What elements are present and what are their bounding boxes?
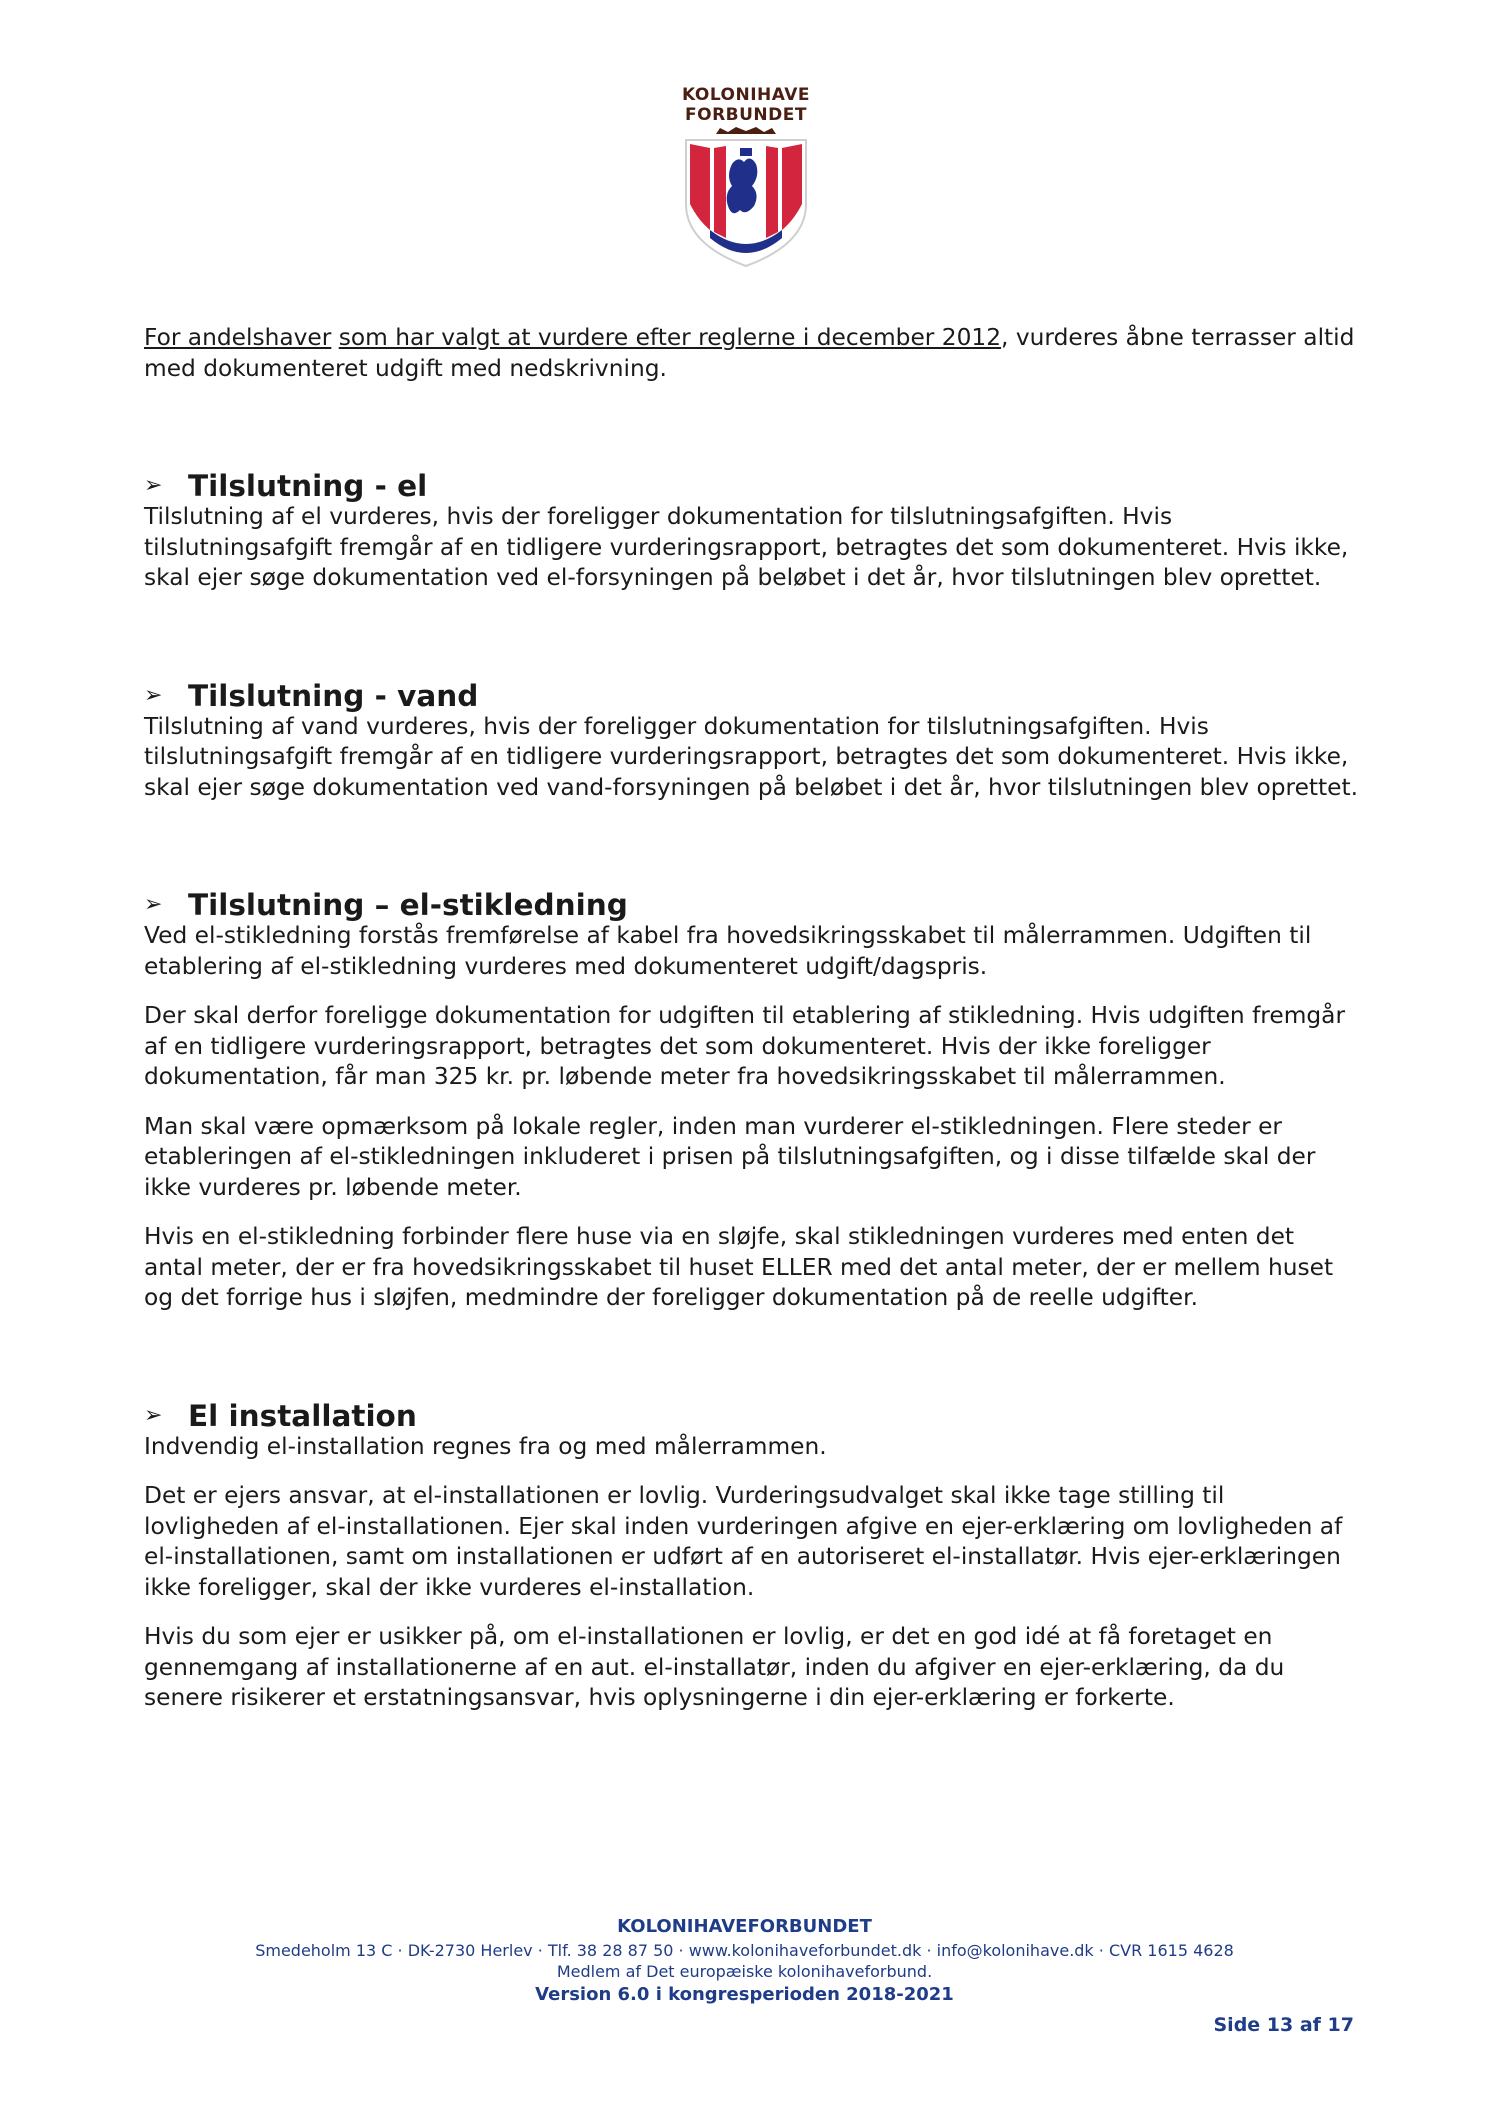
section-paragraph: Der skal derfor foreligge dokumentation for udgiften til etablering af stikledning. Hvis udgiften fremgår af en tidligere vurderingsrapport, betragtes det som dokumenteret. Hvis der ikke foreligger dokumentation, får man 325 kr. pr. løbende meter fra hovedsikringsskabet til målerrammen. bbox=[144, 1002, 1346, 1090]
intro-underline-1: For andelshaver bbox=[144, 324, 332, 351]
section-paragraph: Tilslutning af vand vurderes, hvis der foreligger dokumentation for tilslutningsafgiften. Hvis tilslutningsafgift fremgår af en tidligere vurderingsrapport, betragtes det som dokumenteret. Hvis ikke, skal ejer søge dokumentation ved vand-forsyningen på beløbet i det år, hvor tilslutningen blev oprettet. bbox=[144, 712, 1359, 801]
arrow-bullet-icon: ➢ bbox=[144, 682, 163, 708]
logo-text-line2: FORBUNDET bbox=[685, 105, 807, 125]
section-el-installation bbox=[144, 1400, 1359, 1714]
section-heading bbox=[144, 470, 1359, 502]
section-paragraph: Hvis en el-stikledning forbinder flere huse via en sløjfe, skal stikledningen vurderes med enten det antal meter, der er fra hovedsikringsskabet til huset ELLER med det antal meter, der er mellem huset og det forrige hus i sløjfen, medmindre der foreligger dokumentation på de reelle udgifter. bbox=[144, 1223, 1334, 1311]
section-heading-text: Tilslutning – el-stikledning bbox=[188, 888, 628, 922]
organization-logo bbox=[676, 84, 816, 270]
section-heading-text: Tilslutning - el bbox=[188, 469, 428, 503]
section-paragraph: Tilslutning af el vurderes, hvis der foreligger dokumentation for tilslutningsafgiften. Hvis tilslutningsafgift fremgår af en tidligere vurderingsrapport, betragtes det som dokumenteret. Hvis ikke, skal ejer søge dokumentation ved el-forsyningen på beløbet i det år, hvor tilslutningen blev oprettet. bbox=[144, 503, 1349, 591]
arrow-bullet-icon: ➢ bbox=[144, 473, 163, 498]
arrow-bullet-icon: ➢ bbox=[144, 1402, 163, 1428]
arrow-bullet-icon: ➢ bbox=[144, 892, 163, 917]
section-heading-text: Tilslutning - vand bbox=[188, 678, 479, 713]
footer-organization: KOLONIHAVEFORBUNDET bbox=[617, 1916, 872, 1937]
section-paragraph: Man skal være opmærksom på lokale regler, inden man vurderer el-stikledningen. Flere steder er etableringen af el-stikledningen inkluderet i prisen på tilslutningsafgiften, og i disse tilfælde skal der ikke vurderes pr. løbende meter. bbox=[144, 1112, 1316, 1201]
section-heading bbox=[144, 889, 1359, 921]
section-el-stikledning bbox=[144, 889, 1359, 1314]
section-tilslutning-el bbox=[144, 470, 1359, 594]
footer-address: Smedeholm 13 C · DK-2730 Herlev · Tlf. 38 28 87 50 · www.kolonihaveforbundet.dk · info@kolonihave.dk · CVR 1615 4628 bbox=[255, 1941, 1234, 1960]
intro-gap bbox=[331, 324, 338, 351]
footer-version: Version 6.0 i kongresperioden 2018-2021 bbox=[535, 1984, 954, 2005]
logo-text-line1: KOLONIHAVE bbox=[681, 85, 811, 105]
section-paragraph: Indvendig el-installation regnes fra og med målerrammen. bbox=[144, 1432, 827, 1460]
section-heading-text: El installation bbox=[188, 1398, 417, 1433]
footer-membership: Medlem af Det europæiske kolonihaveforbund. bbox=[556, 1962, 933, 1981]
section-paragraph: Hvis du som ejer er usikker på, om el-installationen er lovlig, er det en god idé at få foretaget en gennemgang af installationerne af en aut. el-installatør, inden du afgiver en ejer-erklæring, da du senere risikerer et erstatningsansvar, hvis oplysningerne i din ejer-erklæring er forkerte. bbox=[144, 1623, 1285, 1711]
section-heading bbox=[144, 680, 1359, 712]
intro-underline-2: som har valgt at vurdere efter reglerne i december 2012 bbox=[338, 324, 1002, 351]
shield-emblem-icon bbox=[676, 134, 816, 270]
section-tilslutning-vand bbox=[144, 680, 1359, 804]
page-number: Side 13 af 17 bbox=[1213, 2014, 1354, 2036]
page-content bbox=[144, 323, 1359, 1714]
section-paragraph: Ved el-stikledning forstås fremførelse af kabel fra hovedsikringsskabet til målerrammen. Udgiften til etablering af el-stikledning vurderes med dokumenteret udgift/dagspris. bbox=[144, 922, 1312, 980]
intro-paragraph bbox=[144, 323, 1359, 384]
section-paragraph: Det er ejers ansvar, at el-installationen er lovlig. Vurderingsudvalget skal ikke tage stilling til lovligheden af el-installationen. Ejer skal inden vurderingen afgive en ejer-erklæring om lovligheden af el-installationen, samt om installationen er udført af en autoriseret el-installatør. Hvis ejer-erklæringen ikke foreligger, skal der ikke vurderes el-installation. bbox=[144, 1482, 1343, 1601]
section-heading bbox=[144, 1400, 1359, 1432]
intro-rest: , vurderes åbne terrasser altid med dokumenteret udgift med nedskrivning. bbox=[144, 324, 1355, 382]
